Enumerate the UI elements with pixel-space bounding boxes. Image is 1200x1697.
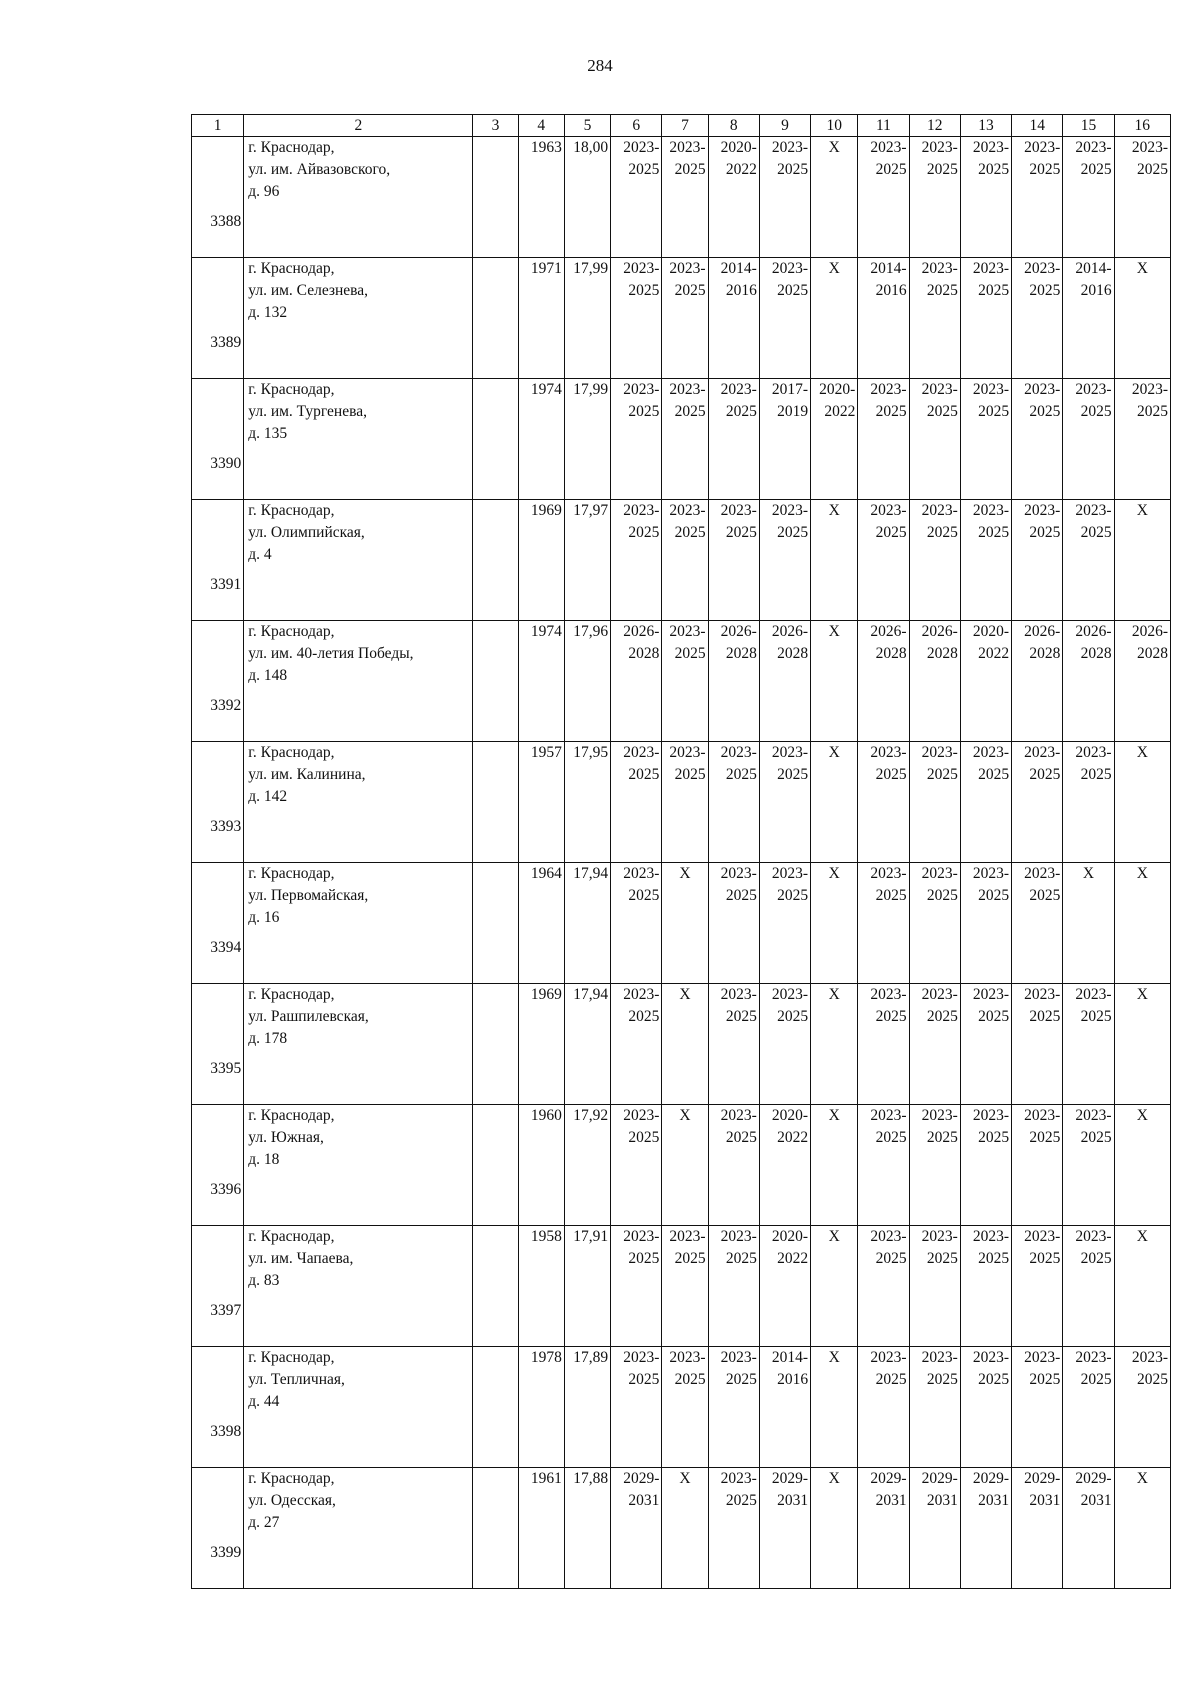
period-cell: 2014- 2016 (1063, 258, 1114, 379)
period-cell: 2023- 2025 (909, 1347, 960, 1468)
period-cell: 2029- 2031 (759, 1468, 810, 1589)
not-applicable-mark: X (811, 863, 858, 984)
period-cell: 2023- 2025 (960, 137, 1011, 258)
period-cell: 2023- 2025 (909, 1105, 960, 1226)
value-cell: 17,97 (564, 500, 610, 621)
not-applicable-mark: X (1114, 1468, 1170, 1589)
address-line: г. Краснодар, (248, 139, 335, 156)
period-cell: 2023- 2025 (960, 863, 1011, 984)
year-cell: 1960 (518, 1105, 564, 1226)
value-cell: 17,92 (564, 1105, 610, 1226)
not-applicable-mark: X (1114, 1226, 1170, 1347)
period-cell: 2023- 2025 (858, 500, 909, 621)
row-number: 3396 (192, 1105, 244, 1226)
period-cell: 2023- 2025 (858, 1105, 909, 1226)
address-line: ул. Олимпийская, (248, 524, 365, 541)
table-row (192, 621, 1171, 742)
year-cell: 1974 (518, 379, 564, 500)
address-line: г. Краснодар, (248, 865, 335, 882)
column-header: 1 (192, 115, 244, 137)
period-cell: 2023- 2025 (662, 621, 708, 742)
not-applicable-mark: X (811, 500, 858, 621)
value-cell: 17,88 (564, 1468, 610, 1589)
not-applicable-mark: X (1114, 742, 1170, 863)
row-number: 3389 (192, 258, 244, 379)
period-cell: 2029- 2031 (909, 1468, 960, 1589)
column-3-cell (473, 379, 518, 500)
table-row (192, 500, 1171, 621)
value-cell: 17,94 (564, 863, 610, 984)
period-cell: 2029- 2031 (858, 1468, 909, 1589)
column-header: 14 (1012, 115, 1063, 137)
period-cell: 2023- 2025 (1063, 984, 1114, 1105)
table-row (192, 742, 1171, 863)
address-line: д. 16 (248, 909, 280, 926)
period-cell: 2023- 2025 (960, 984, 1011, 1105)
not-applicable-mark: X (811, 137, 858, 258)
column-3-cell (473, 863, 518, 984)
period-cell: 2023- 2025 (708, 379, 759, 500)
address-line: ул. им. Айвазовского, (248, 161, 391, 178)
year-cell: 1969 (518, 500, 564, 621)
column-header: 16 (1114, 115, 1170, 137)
address-line: ул. Одесская, (248, 1492, 336, 1509)
value-cell: 17,89 (564, 1347, 610, 1468)
value-cell: 17,91 (564, 1226, 610, 1347)
period-cell: 2023- 2025 (909, 258, 960, 379)
not-applicable-mark: X (662, 984, 708, 1105)
not-applicable-mark: X (1114, 500, 1170, 621)
period-cell: 2023- 2025 (909, 984, 960, 1105)
period-cell: 2023- 2025 (611, 742, 662, 863)
period-cell: 2023- 2025 (1012, 258, 1063, 379)
address-cell (244, 500, 473, 621)
period-cell: 2023- 2025 (662, 742, 708, 863)
not-applicable-mark: X (811, 258, 858, 379)
value-cell: 17,95 (564, 742, 610, 863)
period-cell: 2023- 2025 (1012, 742, 1063, 863)
period-cell: 2023- 2025 (759, 863, 810, 984)
period-cell: 2023- 2025 (858, 137, 909, 258)
period-cell: 2017- 2019 (759, 379, 810, 500)
address-line: г. Краснодар, (248, 1107, 335, 1124)
register-body (192, 137, 1171, 1589)
period-cell: 2023- 2025 (708, 984, 759, 1105)
period-cell: 2023- 2025 (858, 863, 909, 984)
address-cell (244, 379, 473, 500)
address-line: д. 44 (248, 1393, 280, 1410)
period-cell: 2029- 2031 (611, 1468, 662, 1589)
period-cell: 2014- 2016 (708, 258, 759, 379)
column-header: 11 (858, 115, 909, 137)
period-cell: 2023- 2025 (759, 137, 810, 258)
address-line: ул. Первомайская, (248, 887, 369, 904)
value-cell: 17,96 (564, 621, 610, 742)
period-cell: 2023- 2025 (708, 1105, 759, 1226)
value-cell: 17,94 (564, 984, 610, 1105)
period-cell: 2023- 2025 (759, 500, 810, 621)
year-cell: 1969 (518, 984, 564, 1105)
period-cell: 2026- 2028 (1063, 621, 1114, 742)
address-cell (244, 258, 473, 379)
not-applicable-mark: X (1063, 863, 1114, 984)
period-cell: 2023- 2025 (1114, 1347, 1170, 1468)
value-cell: 17,99 (564, 379, 610, 500)
table-row (192, 258, 1171, 379)
not-applicable-mark: X (662, 1468, 708, 1589)
column-header: 4 (518, 115, 564, 137)
row-number: 3397 (192, 1226, 244, 1347)
period-cell: 2023- 2025 (759, 742, 810, 863)
not-applicable-mark: X (1114, 258, 1170, 379)
period-cell: 2023- 2025 (662, 379, 708, 500)
column-3-cell (473, 1347, 518, 1468)
address-cell (244, 742, 473, 863)
table-row (192, 379, 1171, 500)
period-cell: 2023- 2025 (1012, 137, 1063, 258)
row-number: 3395 (192, 984, 244, 1105)
period-cell: 2023- 2025 (708, 1468, 759, 1589)
period-cell: 2023- 2025 (662, 1347, 708, 1468)
not-applicable-mark: X (662, 1105, 708, 1226)
not-applicable-mark: X (811, 1468, 858, 1589)
period-cell: 2023- 2025 (611, 984, 662, 1105)
period-cell: 2029- 2031 (960, 1468, 1011, 1589)
period-cell: 2023- 2025 (1114, 137, 1170, 258)
address-line: д. 148 (248, 667, 288, 684)
row-number: 3398 (192, 1347, 244, 1468)
period-cell: 2020- 2022 (708, 137, 759, 258)
not-applicable-mark: X (1114, 1105, 1170, 1226)
year-cell: 1978 (518, 1347, 564, 1468)
period-cell: 2023- 2025 (960, 742, 1011, 863)
address-line: г. Краснодар, (248, 1228, 335, 1245)
column-header: 13 (960, 115, 1011, 137)
column-header: 12 (909, 115, 960, 137)
column-3-cell (473, 742, 518, 863)
address-line: ул. им. Чапаева, (248, 1250, 354, 1267)
address-line: ул. им. Калинина, (248, 766, 366, 783)
address-line: д. 18 (248, 1151, 280, 1168)
period-cell: 2026- 2028 (909, 621, 960, 742)
column-header: 6 (611, 115, 662, 137)
period-cell: 2023- 2025 (611, 500, 662, 621)
year-cell: 1971 (518, 258, 564, 379)
address-line: г. Краснодар, (248, 381, 335, 398)
register-table (191, 114, 1171, 1589)
address-line: г. Краснодар, (248, 1349, 335, 1366)
column-3-cell (473, 1468, 518, 1589)
address-line: ул. Тепличная, (248, 1371, 345, 1388)
period-cell: 2029- 2031 (1063, 1468, 1114, 1589)
period-cell: 2026- 2028 (759, 621, 810, 742)
period-cell: 2023- 2025 (611, 863, 662, 984)
column-3-cell (473, 258, 518, 379)
period-cell: 2023- 2025 (960, 1105, 1011, 1226)
address-cell (244, 621, 473, 742)
period-cell: 2014- 2016 (759, 1347, 810, 1468)
address-line: ул. им. 40-летия Победы, (248, 645, 414, 662)
address-line: д. 27 (248, 1514, 280, 1531)
period-cell: 2020- 2022 (759, 1105, 810, 1226)
column-3-cell (473, 1226, 518, 1347)
period-cell: 2023- 2025 (611, 258, 662, 379)
period-cell: 2014- 2016 (858, 258, 909, 379)
period-cell: 2023- 2025 (1063, 1226, 1114, 1347)
not-applicable-mark: X (811, 621, 858, 742)
not-applicable-mark: X (1114, 863, 1170, 984)
year-cell: 1961 (518, 1468, 564, 1589)
period-cell: 2023- 2025 (909, 742, 960, 863)
table-row (192, 1468, 1171, 1589)
year-cell: 1964 (518, 863, 564, 984)
period-cell: 2023- 2025 (858, 1347, 909, 1468)
period-cell: 2023- 2025 (1063, 742, 1114, 863)
not-applicable-mark: X (811, 1226, 858, 1347)
period-cell: 2023- 2025 (858, 379, 909, 500)
period-cell: 2023- 2025 (708, 1347, 759, 1468)
period-cell: 2023- 2025 (960, 1347, 1011, 1468)
address-cell (244, 863, 473, 984)
address-cell (244, 1347, 473, 1468)
period-cell: 2023- 2025 (611, 137, 662, 258)
not-applicable-mark: X (811, 1105, 858, 1226)
column-3-cell (473, 984, 518, 1105)
not-applicable-mark: X (811, 984, 858, 1105)
column-3-cell (473, 500, 518, 621)
year-cell: 1974 (518, 621, 564, 742)
table-row (192, 1105, 1171, 1226)
table-row (192, 1226, 1171, 1347)
period-cell: 2023- 2025 (909, 863, 960, 984)
period-cell: 2023- 2025 (1063, 1105, 1114, 1226)
column-header: 7 (662, 115, 708, 137)
column-3-cell (473, 1105, 518, 1226)
year-cell: 1958 (518, 1226, 564, 1347)
period-cell: 2023- 2025 (960, 500, 1011, 621)
period-cell: 2023- 2025 (960, 258, 1011, 379)
period-cell: 2023- 2025 (662, 500, 708, 621)
table-row (192, 863, 1171, 984)
year-cell: 1957 (518, 742, 564, 863)
not-applicable-mark: X (662, 863, 708, 984)
value-cell: 17,99 (564, 258, 610, 379)
address-line: д. 135 (248, 425, 288, 442)
address-line: д. 132 (248, 304, 288, 321)
address-line: ул. им. Селезнева, (248, 282, 369, 299)
period-cell: 2023- 2025 (759, 258, 810, 379)
address-cell (244, 137, 473, 258)
period-cell: 2023- 2025 (611, 1105, 662, 1226)
address-line: д. 142 (248, 788, 288, 805)
not-applicable-mark: X (811, 1347, 858, 1468)
address-line: г. Краснодар, (248, 623, 335, 640)
period-cell: 2023- 2025 (1012, 1347, 1063, 1468)
address-line: г. Краснодар, (248, 260, 335, 277)
period-cell: 2023- 2025 (1063, 137, 1114, 258)
period-cell: 2023- 2025 (611, 1347, 662, 1468)
period-cell: 2026- 2028 (1012, 621, 1063, 742)
period-cell: 2023- 2025 (708, 1226, 759, 1347)
period-cell: 2020- 2022 (811, 379, 858, 500)
period-cell: 2023- 2025 (1012, 984, 1063, 1105)
period-cell: 2026- 2028 (1114, 621, 1170, 742)
address-cell (244, 1468, 473, 1589)
period-cell: 2020- 2022 (960, 621, 1011, 742)
column-3-cell (473, 621, 518, 742)
period-cell: 2023- 2025 (662, 1226, 708, 1347)
address-line: г. Краснодар, (248, 986, 335, 1003)
period-cell: 2023- 2025 (1063, 379, 1114, 500)
period-cell: 2023- 2025 (759, 984, 810, 1105)
address-line: ул. им. Тургенева, (248, 403, 367, 420)
column-header: 15 (1063, 115, 1114, 137)
period-cell: 2023- 2025 (1114, 379, 1170, 500)
column-3-cell (473, 137, 518, 258)
address-line: г. Краснодар, (248, 502, 335, 519)
row-number: 3399 (192, 1468, 244, 1589)
address-line: д. 96 (248, 183, 280, 200)
period-cell: 2023- 2025 (858, 984, 909, 1105)
period-cell: 2023- 2025 (960, 379, 1011, 500)
address-line: д. 178 (248, 1030, 288, 1047)
period-cell: 2023- 2025 (662, 258, 708, 379)
column-header: 9 (759, 115, 810, 137)
period-cell: 2020- 2022 (759, 1226, 810, 1347)
year-cell: 1963 (518, 137, 564, 258)
address-line: д. 4 (248, 546, 272, 563)
row-number: 3390 (192, 379, 244, 500)
period-cell: 2023- 2025 (858, 1226, 909, 1347)
address-line: г. Краснодар, (248, 1470, 335, 1487)
address-line: г. Краснодар, (248, 744, 335, 761)
period-cell: 2023- 2025 (708, 500, 759, 621)
page-number: 284 (587, 56, 613, 75)
period-cell: 2023- 2025 (1012, 1105, 1063, 1226)
period-cell: 2023- 2025 (708, 742, 759, 863)
column-header: 2 (244, 115, 473, 137)
row-number: 3388 (192, 137, 244, 258)
column-header: 3 (473, 115, 518, 137)
period-cell: 2023- 2025 (1012, 863, 1063, 984)
period-cell: 2023- 2025 (1012, 379, 1063, 500)
table-row (192, 984, 1171, 1105)
row-number: 3391 (192, 500, 244, 621)
period-cell: 2023- 2025 (909, 1226, 960, 1347)
period-cell: 2023- 2025 (662, 137, 708, 258)
period-cell: 2023- 2025 (1012, 1226, 1063, 1347)
period-cell: 2023- 2025 (611, 1226, 662, 1347)
address-cell (244, 1105, 473, 1226)
period-cell: 2023- 2025 (611, 379, 662, 500)
column-header: 8 (708, 115, 759, 137)
period-cell: 2026- 2028 (858, 621, 909, 742)
value-cell: 18,00 (564, 137, 610, 258)
period-cell: 2023- 2025 (909, 379, 960, 500)
period-cell: 2023- 2025 (909, 137, 960, 258)
address-line: ул. Рашпилевская, (248, 1008, 369, 1025)
period-cell: 2023- 2025 (1063, 500, 1114, 621)
period-cell: 2023- 2025 (1012, 500, 1063, 621)
not-applicable-mark: X (811, 742, 858, 863)
table-row (192, 1347, 1171, 1468)
period-cell: 2026- 2028 (611, 621, 662, 742)
period-cell: 2023- 2025 (708, 863, 759, 984)
address-cell (244, 984, 473, 1105)
row-number: 3394 (192, 863, 244, 984)
period-cell: 2023- 2025 (960, 1226, 1011, 1347)
table-row (192, 137, 1171, 258)
period-cell: 2023- 2025 (1063, 1347, 1114, 1468)
row-number: 3392 (192, 621, 244, 742)
period-cell: 2023- 2025 (858, 742, 909, 863)
period-cell: 2023- 2025 (909, 500, 960, 621)
column-number-row (192, 115, 1171, 137)
address-line: д. 83 (248, 1272, 280, 1289)
period-cell: 2026- 2028 (708, 621, 759, 742)
row-number: 3393 (192, 742, 244, 863)
period-cell: 2029- 2031 (1012, 1468, 1063, 1589)
address-cell (244, 1226, 473, 1347)
column-header: 5 (564, 115, 610, 137)
address-line: ул. Южная, (248, 1129, 324, 1146)
column-header: 10 (811, 115, 858, 137)
not-applicable-mark: X (1114, 984, 1170, 1105)
